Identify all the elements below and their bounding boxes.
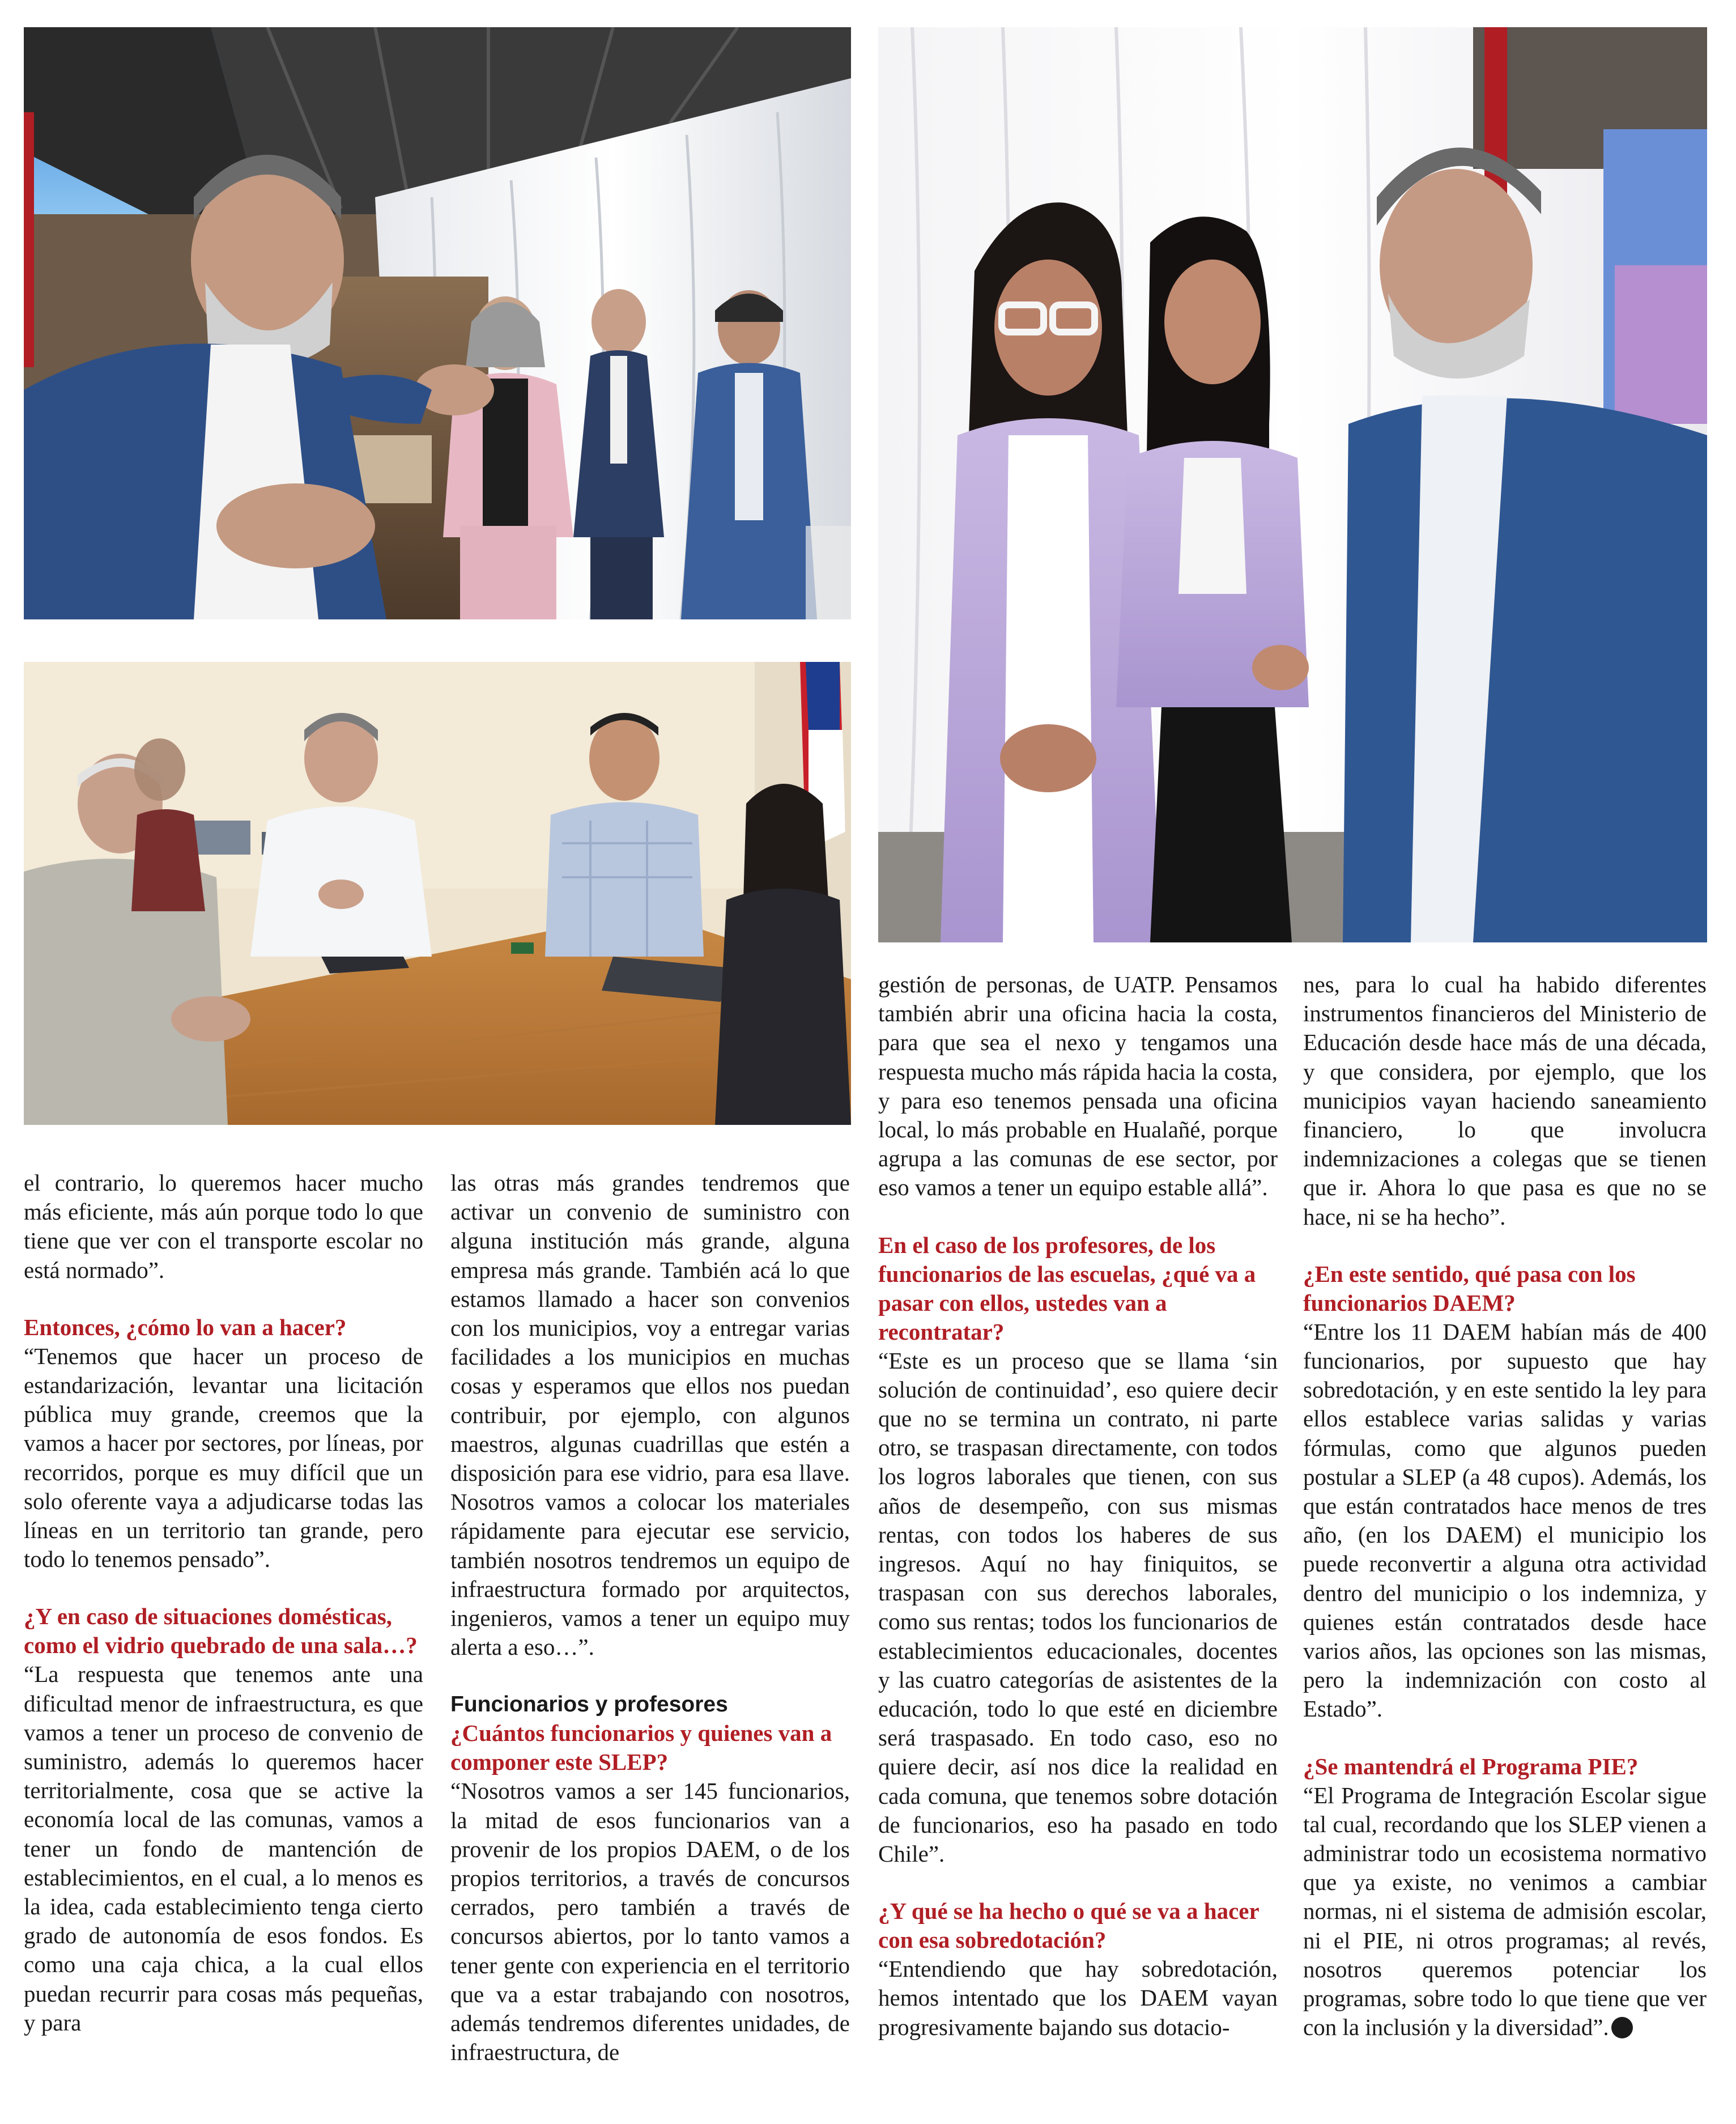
- body-paragraph: “Entre los 11 DAEM habían más de 400 funcionarios, por supuesto que hay sobredotación, y en este sentido la ley para ellos establece varias salidas y varias fórmulas, como que algunos pueden postular a SLEP (a 48 cupos). Además, los que están contratados hace menos de tres año, (en los DAEM) el municipio los puede reconvertir a alguna otra actividad dentro del municipio o los indemniza, y quienes están contratados desde hace varios años, las opciones son las mismas, pero la indemnización con costo al Estado”.: [1303, 1318, 1707, 1722]
- interview-question: ¿Y qué se ha hecho o qué se va a hacer con esa sobredotación?: [878, 1898, 1259, 1953]
- interview-question: ¿Se mantendrá el Programa PIE?: [1303, 1753, 1639, 1779]
- body-paragraph: “La respuesta que tenemos ante una dificultad menor de infraestructura, es que vamos a tener un proceso de convenio de suministro, además lo queremos hacer territorialmente, cosa que se active la economía local de las comunas, vamos a tener un fondo de mantención de establecimientos, en el cual, a lo menos es la idea, cada establecimiento tenga cierto grado de autonomía de esos fondos. Es como una caja chica, a la cual ellos puedan recurrir para cosas más pequeñas, y para: [24, 1661, 423, 2036]
- article-column-2: [450, 1169, 850, 2067]
- interview-question: Entonces, ¿cómo lo van a hacer?: [24, 1314, 347, 1340]
- body-paragraph: nes, para lo cual ha habido diferentes instrumentos financieros del Ministerio de Educación desde hace más de una década, y que considera, por ejemplo, que los municipios vayan haciendo saneamiento financiero, lo que involucra indemnizaciones a colegas que se tienen que ir. Ahora lo que pasa es que no se hace, ni se ha hecho”.: [1303, 971, 1707, 1230]
- article-column-3: [878, 970, 1278, 2042]
- article-column-4: [1303, 970, 1707, 2042]
- end-of-article-dot-icon: [1611, 2017, 1633, 2038]
- photo-conversation: [878, 27, 1707, 942]
- body-paragraph: el contrario, lo queremos hacer mucho más eficiente, más aún porque todo lo que tiene que ver con el transporte escolar no está normado”.: [24, 1170, 423, 1283]
- interview-question: ¿Y en caso de situaciones domésticas, como el vidrio quebrado de una sala…?: [24, 1603, 418, 1659]
- body-paragraph: gestión de personas, de UATP. Pensamos también abrir una oficina hacia la costa, para que sea el nexo y tengamos una respuesta mucho más rápida hacia la costa, y para eso tenemos pensada una oficina local, lo más probable en Hualañé, porque agrupa a las comunas de ese sector, por eso vamos a tener un equipo estable allá”.: [878, 971, 1278, 1201]
- photo-outdoor-event: [24, 27, 851, 619]
- body-paragraph: “Entendiendo que hay sobredotación, hemos intentado que los DAEM vayan progresivamente bajando sus dotacio-: [878, 1956, 1278, 2040]
- body-paragraph: “Tenemos que hacer un proceso de estandarización, levantar una licitación pública muy grande, creemos que la vamos a hacer por sectores, por líneas, por recorridos, porque es muy difícil que un solo oferente vaya a adjudicarse todas las líneas en un territorio tan grande, pero todo lo tenemos pensado”.: [24, 1343, 423, 1573]
- body-paragraph: las otras más grandes tendremos que activar un convenio de suministro con alguna institución más grande, alguna empresa más grande. También acá lo que estamos llamado a hacer son convenios con los municipios, voy a entregar varias facilidades a los municipios en muchas cosas y esperamos que ellos nos puedan contribuir, por ejemplo, con algunos maestros, algunas cuadrillas que estén a disposición para ese vidrio, para esa llave. Nosotros vamos a colocar los materiales rápidamente para ejecutar ese servicio, también nosotros tendremos un equipo de infraestructura formado por arquitectos, ingenieros, vamos a tener un equipo muy alerta a eso…”.: [450, 1170, 850, 1660]
- section-subheading: Funcionarios y profesores: [450, 1692, 728, 1717]
- body-paragraph: “Este es un proceso que se llama ‘sin solución de continuidad’, eso quiere decir que no se termina un contrato, ni parte otro, se traspasan directamente, con todos los logros laborales que tienen, con sus años de desempeño, con sus mismas rentas, con todos los haberes de sus ingresos. Aquí no hay finiquitos, se traspasan con sus derechos laborales, como sus rentas; todos los funcionarios de establecimientos educacionales, docentes y las cuatro categorías de asistentes de la educación, todo lo que esté en diciembre será traspasado. En todo caso, eso no quiere decir, así nos dice la realidad en cada comuna, que tenemos sobre dotación de funcionarios, eso ha pasado en todo Chile”.: [878, 1347, 1278, 1867]
- interview-question: En el caso de los profesores, de los funcionarios de las escuelas, ¿qué va a pasar con ellos, ustedes van a recontratar?: [878, 1231, 1256, 1345]
- photo-meeting-room: [24, 662, 851, 1125]
- body-paragraph: “Nosotros vamos a ser 145 funcionarios, la mitad de esos funcionarios van a provenir de los propios DAEM, o de los propios territorios, a través de concursos cerrados, pero también a través de concursos abiertos, por lo tanto vamos a tener gente con experiencia en el territorio que va a estar trabajando con nosotros, además tendremos diferentes unidades, de infraestructura, de: [450, 1778, 850, 2066]
- interview-question: ¿En este sentido, qué pasa con los funcionarios DAEM?: [1303, 1260, 1636, 1316]
- body-paragraph-final: [1303, 1781, 1707, 2042]
- interview-question: ¿Cuántos funcionarios y quienes van a componer este SLEP?: [450, 1720, 832, 1775]
- body-paragraph-final-text: “El Programa de Integración Escolar sigue tal cual, recordando que los SLEP vienen a administrar todo un ecosistema normativo que ya existe, no venimos a cambiar normas, ni el sistema de admisión escolar, ni el PIE, ni otros programas; al revés, nosotros queremos potenciar los programas, sobre todo lo que tiene que ver con la inclusión y la diversidad”.: [1303, 1782, 1707, 2041]
- article-column-1: [24, 1169, 423, 2037]
